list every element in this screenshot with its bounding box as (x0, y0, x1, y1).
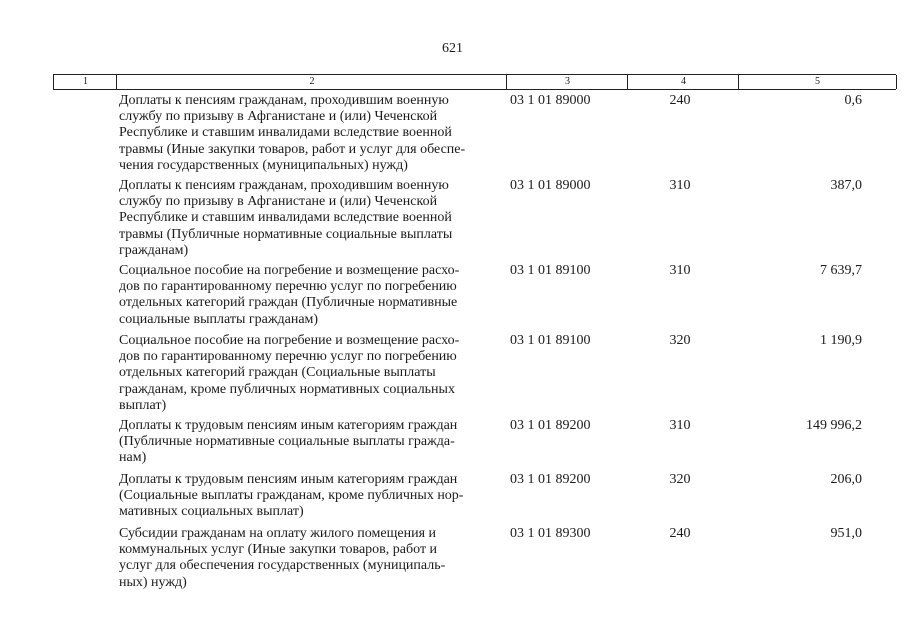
row-description: Социальное пособие на погребение и возмещение расхо- дов по гарантированному перечню услуг по погребению отдельных категорий граждан (Публичные нормативные социальные выплаты гражданам) (119, 263, 460, 327)
row-description: Доплаты к трудовым пенсиям иным категориям граждан (Публичные нормативные социальные выплаты гражда- нам) (119, 418, 458, 466)
row-description: Социальное пособие на погребение и возмещение расхо- дов по гарантированному перечню услуг по погребению отдельных категорий граждан (Социальные выплаты гражданам, кроме публичных нормативных социальных выплат) (119, 333, 460, 413)
row-expense-type: 240 (669, 93, 691, 108)
row-target-code: 03 1 01 89100 (510, 333, 591, 348)
row-expense-type: 320 (669, 333, 691, 348)
row-amount: 7 639,7 (820, 263, 862, 278)
header-column-1: 1 (53, 75, 117, 89)
table-header-row (53, 74, 896, 90)
row-description: Доплаты к пенсиям гражданам, проходившим военную службу по призыву в Афганистане и (или) Чеченской Республике и ставшим инвалидами вследствие военной травмы (Иные закупки товаров, работ и услуг для обеспе- чения государственных (муниципальных) нужд) (119, 93, 466, 173)
row-description: Доплаты к трудовым пенсиям иным категориям граждан (Социальные выплаты гражданам, кроме публичных нор- мативных социальных выплат) (119, 472, 464, 520)
row-target-code: 03 1 01 89300 (510, 526, 591, 541)
row-amount: 951,0 (830, 526, 862, 541)
row-amount: 206,0 (830, 472, 862, 487)
row-amount: 1 190,9 (820, 333, 862, 348)
row-description: Доплаты к пенсиям гражданам, проходившим военную службу по призыву в Афганистане и (или) Чеченской Республике и ставшим инвалидами вследствие военной травмы (Публичные нормативные социальные выплаты гражданам) (119, 178, 453, 258)
row-target-code: 03 1 01 89000 (510, 93, 591, 108)
row-target-code: 03 1 01 89200 (510, 472, 591, 487)
row-expense-type: 320 (669, 472, 691, 487)
row-amount: 0,6 (844, 93, 862, 108)
row-expense-type: 240 (669, 526, 691, 541)
header-column-2: 2 (116, 75, 507, 89)
header-column-4: 4 (627, 75, 739, 89)
row-target-code: 03 1 01 89000 (510, 178, 591, 193)
header-column-3: 3 (506, 75, 628, 89)
row-expense-type: 310 (669, 263, 691, 278)
page-number: 621 (442, 41, 463, 56)
row-expense-type: 310 (669, 418, 691, 433)
row-amount: 387,0 (830, 178, 862, 193)
header-column-5: 5 (738, 75, 897, 89)
row-amount: 149 996,2 (806, 418, 862, 433)
row-target-code: 03 1 01 89100 (510, 263, 591, 278)
row-description: Субсидии гражданам на оплату жилого помещения и коммунальных услуг (Иные закупки товаров, работ и услуг для обеспечения государственных (муниципаль- ных) нужд) (119, 526, 446, 590)
row-target-code: 03 1 01 89200 (510, 418, 591, 433)
row-expense-type: 310 (669, 178, 691, 193)
